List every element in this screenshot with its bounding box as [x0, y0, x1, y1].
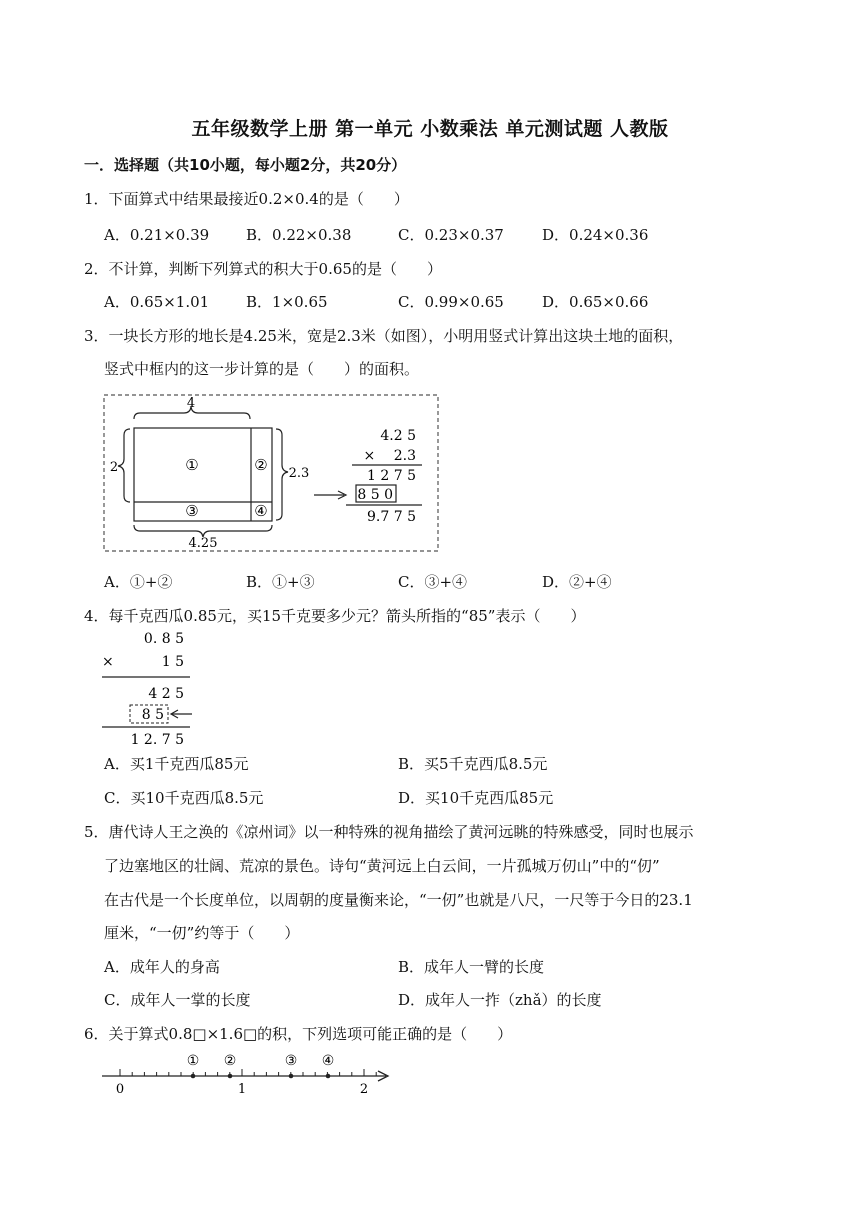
question-5-line-4: 厘米，“一仞”约等于（ ） — [104, 924, 300, 942]
q2-option-a[interactable]: A．0.65×1.01 — [104, 293, 210, 311]
q2-option-c[interactable]: C．0.99×0.65 — [398, 293, 504, 311]
marker-1: ① — [186, 1053, 200, 1069]
tick-label-2: 2 — [359, 1082, 369, 1094]
left-height-label: 2 — [109, 460, 119, 475]
calc-line-3: 1 2 7 5 — [367, 468, 416, 484]
q5-option-d[interactable]: D．成年人一拃（zhǎ）的长度 — [398, 991, 602, 1009]
q2-option-b[interactable]: B．1×0.65 — [246, 293, 328, 311]
region-1-label: ① — [185, 456, 199, 474]
right-height-label: 2.3 — [288, 466, 310, 481]
q1-option-c[interactable]: C．0.23×0.37 — [398, 226, 504, 244]
left-brace — [118, 429, 130, 502]
question-5-line-1: 5．唐代诗人王之涣的《凉州词》以一种特殊的视角描绘了黄河远眺的特殊感受，同时也展示 — [84, 823, 694, 841]
q4-calc-result: 1 2. 7 5 — [130, 732, 184, 748]
q3-option-a[interactable]: A．①+② — [104, 573, 173, 591]
q3-option-c[interactable]: C．③+④ — [398, 573, 468, 591]
section-heading: 一．选择题（共10小题，每小题2分，共20分） — [84, 156, 407, 174]
region-4-label: ④ — [254, 502, 268, 520]
q4-calc-times: × — [102, 654, 114, 670]
q4-calc-partial-2: 8 5 — [141, 707, 164, 723]
region-3-label: ③ — [185, 502, 199, 520]
q2-option-d[interactable]: D．0.65×0.66 — [542, 293, 649, 311]
q4-option-b[interactable]: B．买5千克西瓜8.5元 — [398, 755, 548, 773]
q1-option-d[interactable]: D．0.24×0.36 — [542, 226, 649, 244]
marker-2: ② — [223, 1053, 237, 1069]
q4-calc-partial-1: 4 2 5 — [148, 686, 184, 702]
question-5-line-3: 在古代是一个长度单位，以周朝的度量衡来论，“一仞”也就是八尺，一尺等于今日的23.1 — [104, 891, 693, 909]
q4-calc-multiplier: 1 5 — [161, 654, 184, 670]
question-1-stem: 1．下面算式中结果最接近0.2×0.4的是（ ） — [84, 190, 409, 208]
tick-label-0: 0 — [115, 1082, 125, 1094]
q4-calc-multiplicand: 0. 8 5 — [143, 631, 184, 647]
q6-number-line — [96, 1050, 400, 1094]
calc-line-1: 4.2 5 — [380, 428, 416, 444]
calc-line-4: 8 5 0 — [357, 487, 393, 503]
q3-option-b[interactable]: B．①+③ — [246, 573, 315, 591]
marker-3: ③ — [284, 1053, 298, 1069]
question-3-stem-line1: 3．一块长方形的地长是4.25米，宽是2.3米（如图），小明用竖式计算出这块土地的面积， — [84, 327, 684, 345]
q5-option-c[interactable]: C．成年人一掌的长度 — [104, 991, 251, 1009]
question-4-stem: 4．每千克西瓜0.85元，买15千克要多少元？箭头所指的“85”表示（ ） — [84, 607, 586, 625]
q1-option-a[interactable]: A．0.21×0.39 — [104, 226, 210, 244]
q5-option-b[interactable]: B．成年人一臂的长度 — [398, 958, 545, 976]
question-6-stem: 6．关于算式0.8□×1.6□的积，下列选项可能正确的是（ ） — [84, 1025, 513, 1043]
q4-option-d[interactable]: D．买10千克西瓜85元 — [398, 789, 554, 807]
q1-option-b[interactable]: B．0.22×0.38 — [246, 226, 352, 244]
top-width-label: 4 — [186, 396, 196, 411]
question-3-stem-line2: 竖式中框内的这一步计算的是（ ）的面积。 — [104, 360, 420, 378]
q3-option-d[interactable]: D．②+④ — [542, 573, 612, 591]
calc-line-5: 9.7 7 5 — [367, 509, 416, 525]
q4-option-c[interactable]: C．买10千克西瓜8.5元 — [104, 789, 264, 807]
right-brace — [276, 429, 288, 520]
region-2-label: ② — [254, 456, 268, 474]
q4-option-a[interactable]: A．买1千克西瓜85元 — [104, 755, 249, 773]
tick-label-1: 1 — [237, 1082, 247, 1094]
question-2-stem: 2．不计算，判断下列算式的积大于0.65的是（ ） — [84, 260, 442, 278]
q5-option-a[interactable]: A．成年人的身高 — [104, 958, 220, 976]
marker-4: ④ — [321, 1053, 335, 1069]
page-title: 五年级数学上册 第一单元 小数乘法 单元测试题 人教版 — [191, 118, 669, 140]
q4-vertical-calc — [98, 626, 202, 748]
question-5-line-2: 了边塞地区的壮阔、荒凉的景色。诗句“黄河远上白云间，一片孤城万仞山”中的“仞” — [104, 857, 660, 875]
bottom-width-label: 4.25 — [188, 536, 218, 551]
calc-line-2: × 2.3 — [363, 448, 416, 464]
q3-figure — [100, 392, 442, 554]
